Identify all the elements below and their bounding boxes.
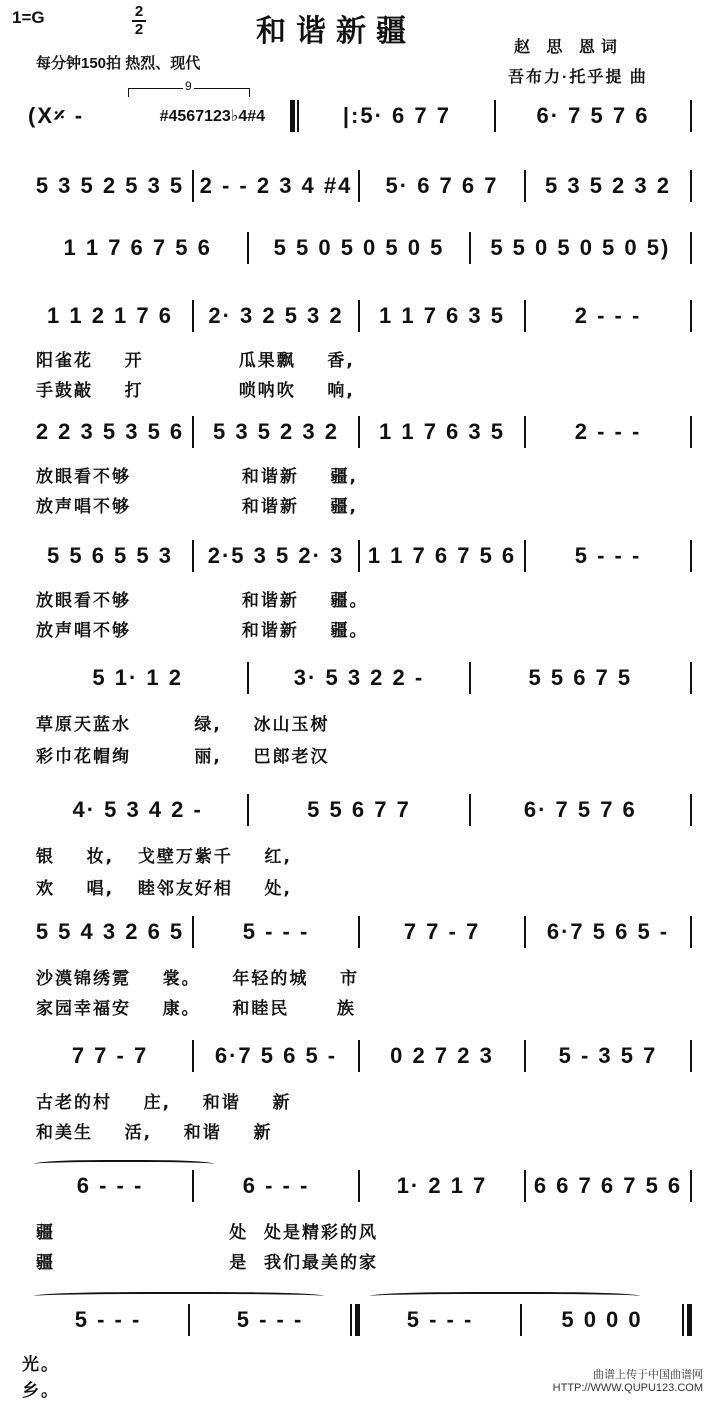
measure: 5 5 0 5 0 5 0 5 — [273, 235, 445, 260]
measure: 5 - - - — [406, 1307, 474, 1332]
tempo-marking: 每分钟150拍 热烈、现代 — [36, 55, 201, 72]
measure: 5· 6 7 6 7 — [385, 173, 499, 198]
song-title: 和谐新疆 — [256, 14, 416, 49]
score-row-4 — [28, 300, 692, 332]
measure: 1 1 7 6 7 5 6 — [63, 235, 212, 260]
measure: 5 3 5 2 3 2 — [545, 173, 671, 198]
lyric-verse-1: 阳雀花 开 瓜果飘 香, — [36, 351, 355, 371]
tie — [34, 1160, 214, 1170]
score-row-10 — [28, 1040, 692, 1072]
measure: 6·7 5 6 5 - — [214, 1043, 338, 1068]
lyric-verse-2: 手鼓敲 打 唢呐吹 响, — [36, 381, 355, 401]
lyric-verse-2: 家园幸福安 康。 和睦民 族 — [36, 999, 356, 1019]
measure: 6 - - - — [242, 1173, 310, 1198]
watermark-line-1: 曲谱上传于中国曲谱网 — [593, 1369, 703, 1381]
lyric-verse-2: 和美生 活, 和谐 新 — [36, 1123, 273, 1143]
score-row-7 — [28, 662, 692, 694]
lyric-verse-2: 放声唱不够 和谐新 疆, — [36, 497, 358, 517]
score-row-8 — [28, 794, 692, 826]
score-row-11 — [28, 1170, 692, 1202]
measure: 5 - - - — [574, 543, 642, 568]
measure: 5 5 6 7 5 — [528, 665, 633, 690]
barline — [690, 1170, 692, 1202]
score-row-2 — [28, 170, 692, 202]
measure: 2 2 3 5 3 5 6 — [35, 419, 185, 444]
measure: 5 - - - — [242, 919, 310, 944]
measure: 2· 3 2 5 3 2 — [208, 303, 344, 328]
measure: (X𝄎 - — [28, 103, 85, 128]
time-signature-bottom: 2 — [134, 21, 144, 38]
measure: 1· 2 1 7 — [396, 1173, 488, 1198]
lyric-verse-1: 银 妆, 戈壁万紫千 红, — [36, 847, 293, 867]
measure: 7 7 - 7 — [403, 919, 481, 944]
lyric-verse-1: 放眼看不够 和谐新 疆。 — [36, 591, 369, 611]
measure: 5 - 3 5 7 — [558, 1043, 658, 1068]
measure: 1 1 7 6 3 5 — [379, 419, 505, 444]
measure: 6 - - - — [76, 1173, 144, 1198]
measure: 5 5 4 3 2 6 5 — [35, 919, 185, 944]
composer-credit: 吾布力·托乎提 曲 — [508, 69, 648, 86]
measure: 6 6 7 6 7 5 6 — [533, 1173, 683, 1198]
score-row-5 — [28, 416, 692, 448]
site-watermark — [553, 1369, 703, 1395]
lyricist-credit: 赵 思 恩词 — [514, 39, 623, 56]
lyric-verse-1: 疆 处 处是精彩的风 — [36, 1223, 379, 1243]
measure: 5 0 0 0 — [561, 1307, 643, 1332]
measure: 5 - - - — [74, 1307, 142, 1332]
measure: 3· 5 3 2 2 - — [293, 665, 425, 690]
measure: 5 5 0 5 0 5 0 5) — [490, 235, 671, 260]
lyric-verse-1: 沙漠锦绣霓 裳。 年轻的城 市 — [36, 969, 360, 989]
repeat-end — [350, 1304, 360, 1336]
tie — [370, 1292, 640, 1302]
barline — [690, 170, 692, 202]
measure: 5 5 6 7 7 — [307, 797, 411, 822]
lyric-verse-2: 彩巾花帽绚 丽, 巴郎老汉 — [36, 747, 330, 767]
key-signature: 1=G — [12, 8, 45, 27]
barline — [690, 416, 692, 448]
measure: 5 1· 1 2 — [92, 665, 183, 690]
measure: 4· 5 3 4 2 - — [72, 797, 203, 822]
score-row-12 — [28, 1304, 692, 1336]
lyric-verse-1: 草原天蓝水 绿, 冰山玉树 — [36, 715, 330, 735]
lyric-verse-1: 古老的村 庄, 和谐 新 — [36, 1093, 292, 1113]
measure: |:5· 6 7 7 — [342, 103, 451, 128]
score-row-1 — [28, 100, 692, 132]
measure: 5 5 6 5 5 3 — [47, 543, 173, 568]
measure: 2·5 3 5 2· 3 — [207, 543, 345, 568]
barline — [690, 1040, 692, 1072]
lyric-verse-1: 放眼看不够 和谐新 疆, — [36, 467, 358, 487]
measure: 2 - - 2 3 4 #4 — [199, 173, 353, 198]
measure: 5 3 5 2 3 2 — [213, 419, 339, 444]
measure: 1 1 7 6 3 5 — [379, 303, 505, 328]
barline — [690, 232, 692, 264]
measure: 6· 7 5 7 6 — [536, 103, 650, 128]
measure: 2 - - - — [574, 303, 642, 328]
measure: 6· 7 5 7 6 — [523, 797, 637, 822]
barline — [690, 540, 692, 572]
barline — [690, 794, 692, 826]
barline — [690, 100, 692, 132]
watermark-line-2: HTTP://WWW.QUPU123.COM — [552, 1382, 703, 1394]
score-row-9 — [28, 916, 692, 948]
measure: 1 1 7 6 7 5 6 — [367, 543, 517, 568]
measure: 5 3 5 2 5 3 5 — [35, 173, 185, 198]
measure: 1 1 2 1 7 6 — [47, 303, 173, 328]
lyric-verse-2: 欢 唱, 睦邻友好相 处, — [36, 879, 293, 899]
score-row-6 — [28, 540, 692, 572]
lyric-verse-2: 疆 是 我们最美的家 — [36, 1253, 379, 1273]
repeat-start — [290, 100, 300, 132]
lyric-verse-2: 乡。 — [22, 1381, 60, 1401]
time-signature-top: 2 — [134, 3, 144, 20]
measure: 2 - - - — [574, 419, 642, 444]
measure: 6·7 5 6 5 - — [546, 919, 670, 944]
measure: #4567123♭4#4 — [159, 108, 266, 125]
score-row-3 — [28, 232, 692, 264]
barline — [690, 662, 692, 694]
measure: 0 2 7 2 3 — [390, 1043, 494, 1068]
time-signature — [132, 4, 146, 38]
final-barline — [682, 1304, 692, 1336]
tie — [34, 1292, 324, 1302]
barline — [690, 300, 692, 332]
tuplet-number: 9 — [185, 79, 192, 93]
measure: 7 7 - 7 — [71, 1043, 149, 1068]
measure: 5 - - - — [236, 1307, 304, 1332]
lyric-verse-1: 光。 — [22, 1355, 60, 1375]
lyric-verse-2: 放声唱不够 和谐新 疆。 — [36, 621, 369, 641]
barline — [690, 916, 692, 948]
